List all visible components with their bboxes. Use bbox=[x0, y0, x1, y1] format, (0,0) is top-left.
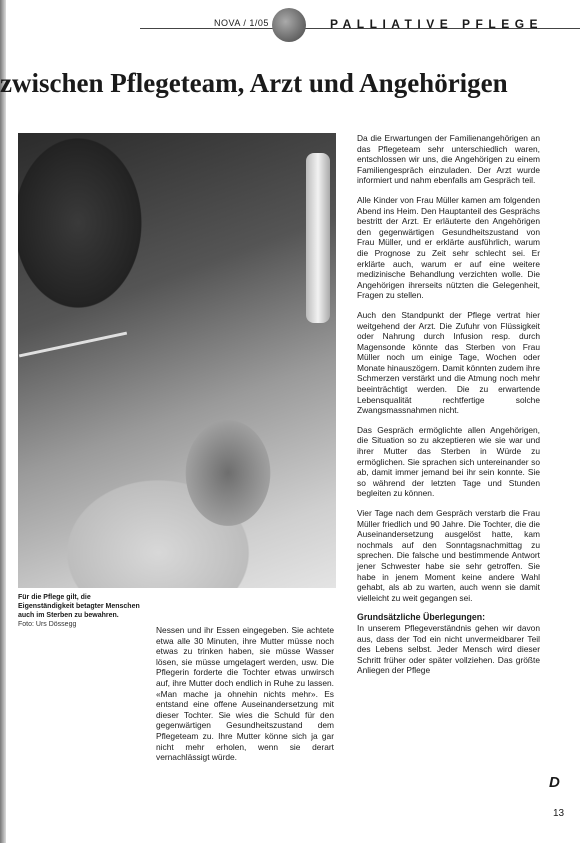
article-photo bbox=[18, 133, 336, 588]
paragraph: Nessen und ihr Essen eingegeben. Sie achtete etwa alle 30 Minuten, ihre Mutter müsse noch etwas zu trinken haben, sie müsse Wasser lösen, sie müsse umgelagert werden, usw. Die Pflegerin forderte die Tochter etwas unwirsch auf, ihre Mutter doch endlich in Ruhe zu lassen. «Man mache ja ohnehin nichts mehr». Es entstand eine offene Auseinandersetzung mit dieser Tochter. Sie wies die Schuld für den gegenwärtigen Gesundheitszustand dem Pflegeteam zu. Ihre Mutter könne sich ja gar nicht mehr erholen, wenn sie derart vernachlässigt würde. bbox=[156, 625, 334, 763]
article-column-left bbox=[156, 625, 334, 772]
section-title: PALLIATIVE PFLEGE bbox=[330, 17, 544, 31]
language-marker: D bbox=[549, 774, 580, 790]
paragraph: Vier Tage nach dem Gespräch verstarb die Frau Müller friedlich und 90 Jahre. Die Tochter, die die Auseinandersetzung ausgelöst hatte, kam nochmals auf den Sonntagsnachmittag zu sprechen. Die falsche und bestimmende Antwort jener Schwester habe sie sehr getroffen. Sie habe in jenem Moment keine andere Wahl gehabt, als ab zu warten, auch wenn sie damit vielleicht zu weit gegangen sei. bbox=[357, 508, 540, 603]
paragraph: Da die Erwartungen der Familienangehörigen an das Pflegeteam sehr unterschiedlich waren, entschlossen wir uns, die Angehörigen zu einem Familiengespräch einzuladen. Der Arzt wurde informiert und nahm ebenfalls am Gespräch teil. bbox=[357, 133, 540, 186]
photo-credit: Foto: Urs Dössegg bbox=[18, 621, 77, 628]
paragraph: Das Gespräch ermöglichte allen Angehörigen, die Situation so zu akzeptieren wie sie war und ihrer Mutter das Sterben in Würde zu ermöglichen. Sie sprachen sich untereinander so ab, damit immer jemand bei ihr sein konnte. Sie so während der letzten Tage und Stunden begleiten zu können. bbox=[357, 424, 540, 499]
subheading: Grundsätzliche Überlegungen: bbox=[357, 612, 486, 623]
magazine-logo-icon bbox=[272, 8, 306, 42]
paragraph: In unserem Pflegeverständnis gehen wir davon aus, dass der Tod ein nicht unvermeidbarer Teil des Lebens selbst. Jeder Mensch wird dieser Schritt früher oder später vollziehen. Das größte Anliegen der Pflege bbox=[357, 622, 540, 676]
paragraph: Auch den Standpunkt der Pflege vertrat hier weitgehend der Arzt. Die Zufuhr von Flüssigkeit oder Nahrung durch Infusion resp. durch Magensonde könnte das Sterben von Frau Müller noch um einige Tage, Wochen oder Monate hinauszögern. Damit könnten zudem ihre Schmerzen verstärkt und die Atmung noch mehr beeinträchtigt werden. Die zu erwartende Lebensqualität rechtfertige solche Zwangsmassnahmen nicht. bbox=[357, 309, 540, 416]
scan-edge-shadow bbox=[0, 0, 6, 843]
caption-text: Für die Pflege gilt, die Eigenständigkeit betagter Menschen auch im Sterben zu bewahren. bbox=[18, 594, 140, 619]
bed-rail bbox=[19, 332, 127, 358]
article-headline: zwischen Pflegeteam, Arzt und Angehörigen bbox=[0, 68, 508, 98]
issue-label: NOVA / 1/05 bbox=[214, 18, 269, 28]
bottle bbox=[306, 153, 330, 323]
photo-caption bbox=[18, 593, 148, 629]
article-column-right bbox=[357, 133, 540, 685]
paragraph: Alle Kinder von Frau Müller kamen am folgenden Abend ins Heim. Den Hauptanteil des Gesprächs bestritt der Arzt. Er erläuterte den Angehörigen den gegenwärtigen Gesundheitszustand von Frau Müller, und er erklärte ausführlich, warum die Prognose zu Zeit sehr schlecht sei. Er erklärte auch, warum er auf eine weitere medizinische Behandlung verzichten wolle. Die Angehörigen ihrerseits nützten die Gelegenheit, Fragen zu stellen. bbox=[357, 194, 540, 301]
page-number: 13 bbox=[553, 808, 565, 819]
